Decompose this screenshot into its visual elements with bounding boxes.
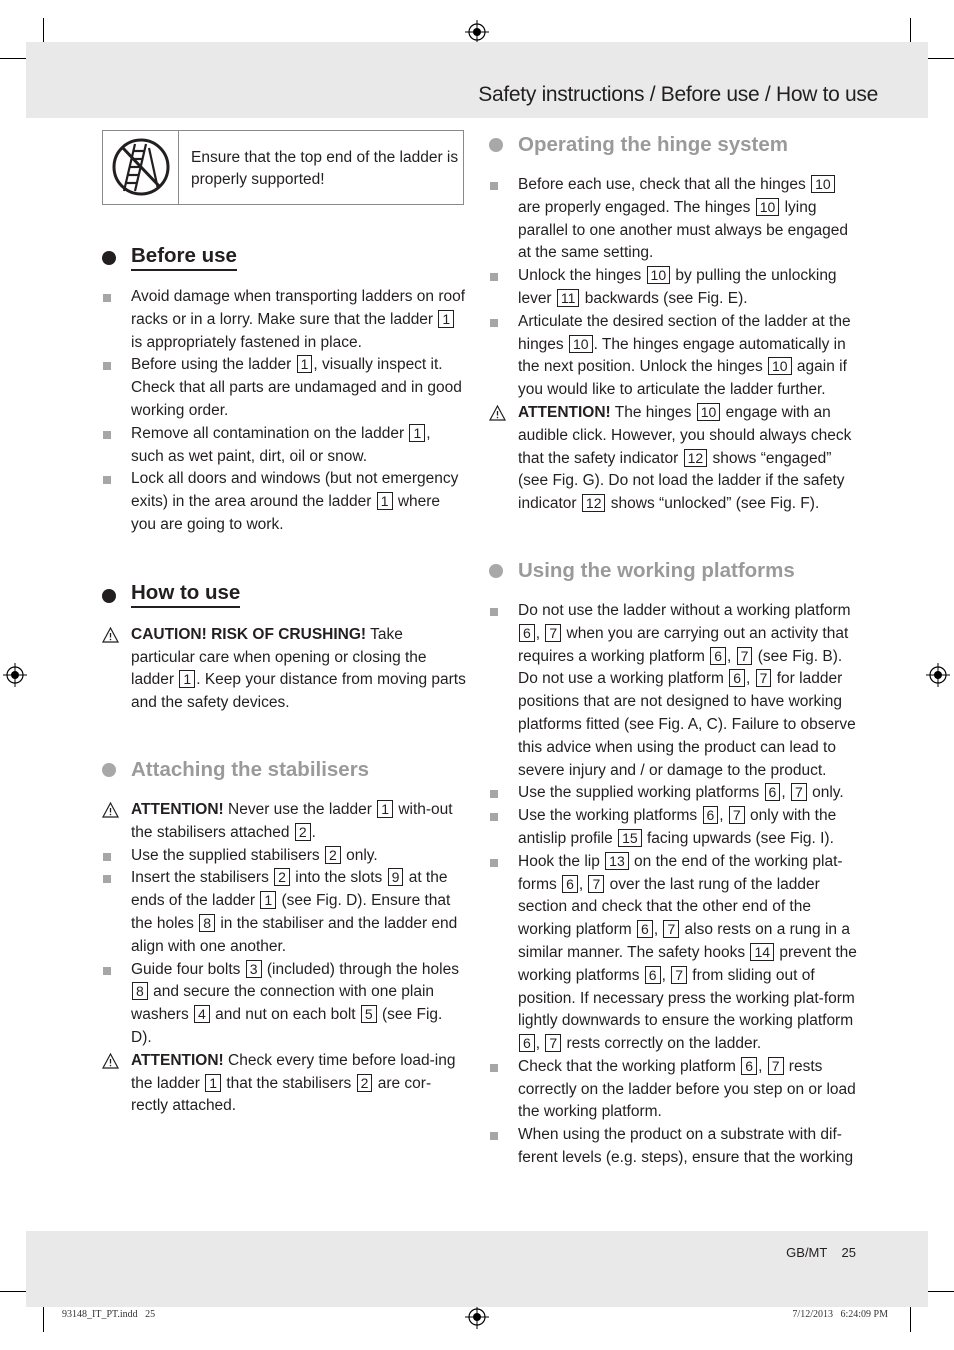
part-number-ref: 1 — [179, 670, 195, 688]
text-run: where you are going to work. — [131, 493, 441, 533]
file-slug: 93148_IT_PT.indd 25 — [62, 1309, 156, 1320]
part-number-ref: 13 — [605, 852, 629, 870]
part-number-ref: 7 — [588, 875, 604, 893]
text-run: Avoid damage when transporting ladders on roof racks or in a lorry. Make sure that the ladder — [131, 288, 466, 328]
list-item — [489, 1056, 859, 1124]
part-number-ref: 1 — [438, 310, 454, 328]
part-number-ref: 12 — [684, 449, 708, 467]
text-run: Guide four bolts — [131, 960, 245, 978]
part-number-ref: 5 — [361, 1005, 377, 1023]
ladder-not-supported-icon — [103, 131, 179, 204]
hinge-list — [489, 174, 859, 402]
part-number-ref: 1 — [297, 355, 313, 373]
square-bullet-icon — [490, 608, 498, 616]
part-number-ref: 10 — [697, 403, 721, 421]
heading-bullet — [102, 763, 116, 777]
warning-box — [102, 130, 464, 205]
list-item — [489, 1124, 859, 1170]
text-run: only with the antislip profile — [518, 807, 837, 847]
text-run: Never use the ladder — [223, 800, 377, 818]
text-run: Do not use the ladder without a working platform — [518, 601, 851, 619]
text-run: that the stabilisers — [222, 1074, 356, 1092]
text-run: for ladder positions that are not designed to have working platforms fitted (see Fig. A, C). Failure to observe this advice when using the product can lead to severe injury and / or damage to the product. — [518, 670, 856, 779]
left-column — [102, 240, 467, 1118]
part-number-ref: 7 — [768, 1057, 784, 1075]
warning-triangle-icon — [102, 627, 119, 643]
text-run: by pulling the unlocking lever — [518, 267, 837, 307]
text-run: , — [719, 807, 728, 825]
text-run: , — [535, 1035, 545, 1053]
text-run: Lock all doors and windows (but not emergency exits) in the area around the ladder — [131, 470, 459, 511]
crop-mark — [924, 1291, 954, 1292]
warning-text: Ensure that the top end of the ladder is properly supported! — [191, 149, 459, 188]
part-number-ref: 7 — [791, 783, 807, 801]
part-number-ref: 6 — [703, 806, 719, 824]
heading-bullet — [102, 251, 116, 265]
footer-band — [26, 1231, 928, 1307]
crop-mark — [924, 58, 954, 59]
part-number-ref: 11 — [557, 289, 580, 307]
part-number-ref: 10 — [756, 198, 780, 216]
text-run: backwards (see Fig. E). — [580, 289, 748, 307]
text-run: , — [727, 647, 736, 665]
part-number-ref: 6 — [710, 647, 726, 665]
section-heading-stabilisers: Attaching the stabilisers — [102, 753, 467, 787]
text-run: only. — [807, 784, 844, 802]
part-number-ref: 1 — [409, 424, 425, 442]
part-number-ref: 7 — [663, 920, 679, 938]
part-number-ref: 14 — [750, 943, 774, 961]
text-run: are properly engaged. The hinges — [518, 198, 755, 216]
text-run: facing upwards (see Fig. I). — [642, 829, 834, 847]
square-bullet-icon — [490, 273, 498, 281]
part-number-ref: 6 — [637, 920, 653, 938]
section-heading-platforms: Using the working platforms — [489, 554, 859, 588]
part-number-ref: 6 — [645, 966, 661, 984]
square-bullet-icon — [490, 790, 498, 798]
part-number-ref: 10 — [768, 357, 792, 375]
text-run: Hook the lip — [518, 852, 605, 870]
text-run: in the stabiliser and the ladder end align with one another. — [131, 914, 458, 955]
part-number-ref: 9 — [388, 868, 404, 886]
part-number-ref: 7 — [671, 966, 687, 984]
part-number-ref: 2 — [274, 868, 290, 886]
text-run: Check that the working platform — [518, 1057, 741, 1075]
square-bullet-icon — [103, 476, 111, 484]
list-item — [102, 468, 467, 536]
text-run: rests correctly on the ladder. — [562, 1035, 762, 1053]
text-run: Articulate the desired section of the ladder at the hinges — [518, 312, 851, 353]
list-item — [489, 805, 859, 851]
heading-bullet — [489, 138, 503, 152]
text-run: and secure the connection with one plain washers — [131, 983, 435, 1024]
part-number-ref: 10 — [647, 266, 671, 284]
part-number-ref: 1 — [377, 492, 393, 510]
text-run: Unlock the hinges — [518, 267, 646, 285]
part-number-ref: 6 — [519, 624, 535, 642]
print-datetime: 7/12/2013 6:24:09 PM — [792, 1309, 888, 1320]
section-heading-hinge: Operating the hinge system — [489, 128, 859, 162]
square-bullet-icon — [103, 362, 111, 370]
text-run: are cor-rectly attached. — [131, 1074, 432, 1115]
text-run: lying parallel to one another must always be engaged at the same setting. — [518, 198, 849, 262]
part-number-ref: 6 — [741, 1057, 757, 1075]
text-run: (included) through the holes — [262, 960, 459, 978]
list-item — [489, 265, 859, 311]
text-run: Use the supplied stabilisers — [131, 846, 324, 864]
list-item — [102, 845, 467, 868]
text-run: , — [535, 624, 545, 642]
section-heading-how-to-use: How to use — [102, 578, 467, 612]
text-run: Before each use, check that all the hinges — [518, 176, 811, 193]
text-run: at the ends of the ladder — [131, 869, 448, 910]
text-run: again if you would like to articulate the ladder further. — [518, 358, 847, 399]
text-run: , — [781, 784, 790, 802]
before-use-list — [102, 286, 467, 537]
platforms-list — [489, 600, 859, 1170]
text-run: , — [746, 670, 755, 688]
text-run: , — [661, 966, 671, 984]
registration-mark-icon — [465, 20, 489, 44]
warning-triangle-icon — [102, 1053, 119, 1069]
part-number-ref: 6 — [765, 783, 781, 801]
registration-mark-icon — [3, 663, 27, 687]
text-run: , — [758, 1057, 767, 1075]
list-item — [102, 423, 467, 469]
part-number-ref: 10 — [569, 335, 593, 353]
page-number: GB/MT 25 — [786, 1245, 856, 1260]
registration-mark-icon — [465, 1305, 489, 1329]
text-run: (see Fig. D). — [131, 1006, 443, 1046]
text-run: Take particular care when opening or closing the ladder — [131, 625, 427, 689]
heading-bullet — [489, 564, 503, 578]
part-number-ref: 10 — [811, 175, 835, 193]
text-run: Before using the ladder — [131, 356, 296, 374]
text-run: , — [653, 921, 663, 939]
part-number-ref: 8 — [199, 914, 215, 932]
square-bullet-icon — [103, 431, 111, 439]
text-run: , visually inspect it. Check that all parts are undamaged and in good working order. — [131, 356, 462, 419]
text-run: with-out the stabilisers attached — [131, 800, 453, 841]
text-run: when you are carrying out an activity that requires a working platform — [518, 624, 849, 665]
text-run: Insert the stabilisers — [131, 869, 274, 887]
list-item — [489, 600, 859, 782]
square-bullet-icon — [103, 853, 111, 861]
text-run: Use the working platforms — [518, 807, 702, 825]
part-number-ref: 15 — [618, 829, 642, 847]
registration-mark-icon — [926, 663, 950, 687]
section-heading-before-use: Before use — [102, 240, 467, 274]
part-number-ref: 7 — [756, 669, 772, 687]
text-run: , such as wet paint, dirt, oil or snow. — [131, 424, 431, 465]
text-run: Check every time before load-ing the ladder — [131, 1051, 456, 1092]
square-bullet-icon — [103, 967, 111, 975]
stabilisers-list — [102, 845, 467, 1050]
text-run: Remove all contamination on the ladder — [131, 424, 409, 442]
text-run: over the last rung of the ladder section and check that the other end of the working platform — [518, 875, 820, 939]
text-run: shows “unlocked” (see Fig. F). — [606, 495, 820, 513]
warning-triangle-icon — [102, 802, 119, 818]
part-number-ref: 4 — [194, 1005, 210, 1023]
text-run: . The hinges engage automatically in the next position. Unlock the hinges — [518, 335, 846, 376]
text-run: into the slots — [290, 869, 387, 887]
part-number-ref: 7 — [545, 1034, 561, 1052]
attention-stabilisers-2: ATTENTION! Check every time before load-ing the ladder 1 that the stabilisers 2 are cor-rectly attached. — [102, 1050, 467, 1118]
part-number-ref: 7 — [729, 806, 745, 824]
text-run: . Keep your distance from moving parts and the safety devices. — [131, 671, 466, 712]
text-run: only. — [341, 846, 378, 864]
text-run: prevent the working platforms — [518, 943, 857, 984]
part-number-ref: 7 — [737, 647, 753, 665]
text-run: When using the product on a substrate with dif-ferent levels (e.g. steps), ensure that the working — [518, 1126, 854, 1167]
text-run: engage with an audible click. However, you should always check that the safety indicator — [518, 403, 852, 467]
text-run: (see Fig. B). Do not use a working platform — [518, 647, 843, 688]
text-run: is appropriately fastened in place. — [131, 333, 362, 351]
warning-triangle-icon — [489, 405, 506, 421]
text-run: rests correctly on the ladder before you step on or load the working platform. — [518, 1057, 856, 1121]
part-number-ref: 6 — [729, 669, 745, 687]
crop-mark — [43, 1304, 44, 1332]
text-run: , — [578, 875, 588, 893]
text-run: and nut on each bolt — [210, 1006, 360, 1024]
part-number-ref: 3 — [246, 960, 262, 978]
text-run: on the end of the working plat-forms — [518, 852, 843, 893]
part-number-ref: 8 — [132, 982, 148, 1000]
list-item — [102, 354, 467, 422]
part-number-ref: 1 — [377, 800, 393, 818]
part-number-ref: 12 — [582, 494, 606, 512]
text-run: . — [311, 823, 316, 841]
list-item — [489, 851, 859, 1056]
crop-mark — [910, 1304, 911, 1332]
heading-bullet — [102, 589, 116, 603]
list-item — [102, 286, 467, 354]
part-number-ref: 2 — [325, 846, 341, 864]
square-bullet-icon — [490, 1064, 498, 1072]
part-number-ref: 6 — [562, 875, 578, 893]
part-number-ref: 6 — [519, 1034, 535, 1052]
list-item — [102, 959, 467, 1050]
part-number-ref: 2 — [295, 823, 311, 841]
attention-stabilisers-1: ATTENTION! Never use the ladder 1 with-out the stabilisers attached 2 . — [102, 799, 467, 845]
part-number-ref: 1 — [205, 1074, 221, 1092]
part-number-ref: 2 — [357, 1074, 373, 1092]
attention-hinge: ATTENTION! The hinges 10 engage with an audible click. However, you should always check that the safety indicator 12 shows “engaged” (see Fig. G). Do not load the ladder if the safety indicator 12 shows “unlocked” (see Fig. F). — [489, 402, 859, 516]
square-bullet-icon — [490, 859, 498, 867]
list-item — [102, 867, 467, 958]
page-title: Safety instructions / Before use / How to use — [478, 83, 878, 106]
square-bullet-icon — [490, 319, 498, 327]
text-run: The hinges — [610, 403, 696, 421]
text-run: (see Fig. D). Ensure that the holes — [131, 892, 451, 932]
list-item — [489, 782, 859, 805]
list-item — [489, 311, 859, 402]
right-column — [489, 128, 859, 1170]
square-bullet-icon — [103, 294, 111, 302]
square-bullet-icon — [490, 182, 498, 190]
text-run: also rests on a rung in a similar manner. The safety hooks — [518, 921, 850, 961]
text-run: shows “engaged” (see Fig. G). Do not load the ladder if the safety indicator — [518, 449, 845, 513]
square-bullet-icon — [103, 875, 111, 883]
text-run: from sliding out of position. If necessary press the working plat-form lightly downwards to ensure the working platform — [518, 966, 855, 1030]
square-bullet-icon — [490, 813, 498, 821]
part-number-ref: 7 — [545, 624, 561, 642]
caution-crushing: CAUTION! RISK OF CRUSHING! Take particular care when opening or closing the ladder 1 . Keep your distance from moving parts and the safety devices. — [102, 624, 467, 715]
text-run: Use the supplied working platforms — [518, 784, 764, 802]
list-item — [489, 174, 859, 265]
warning-picture — [103, 131, 179, 204]
part-number-ref: 1 — [260, 891, 276, 909]
square-bullet-icon — [490, 1132, 498, 1140]
